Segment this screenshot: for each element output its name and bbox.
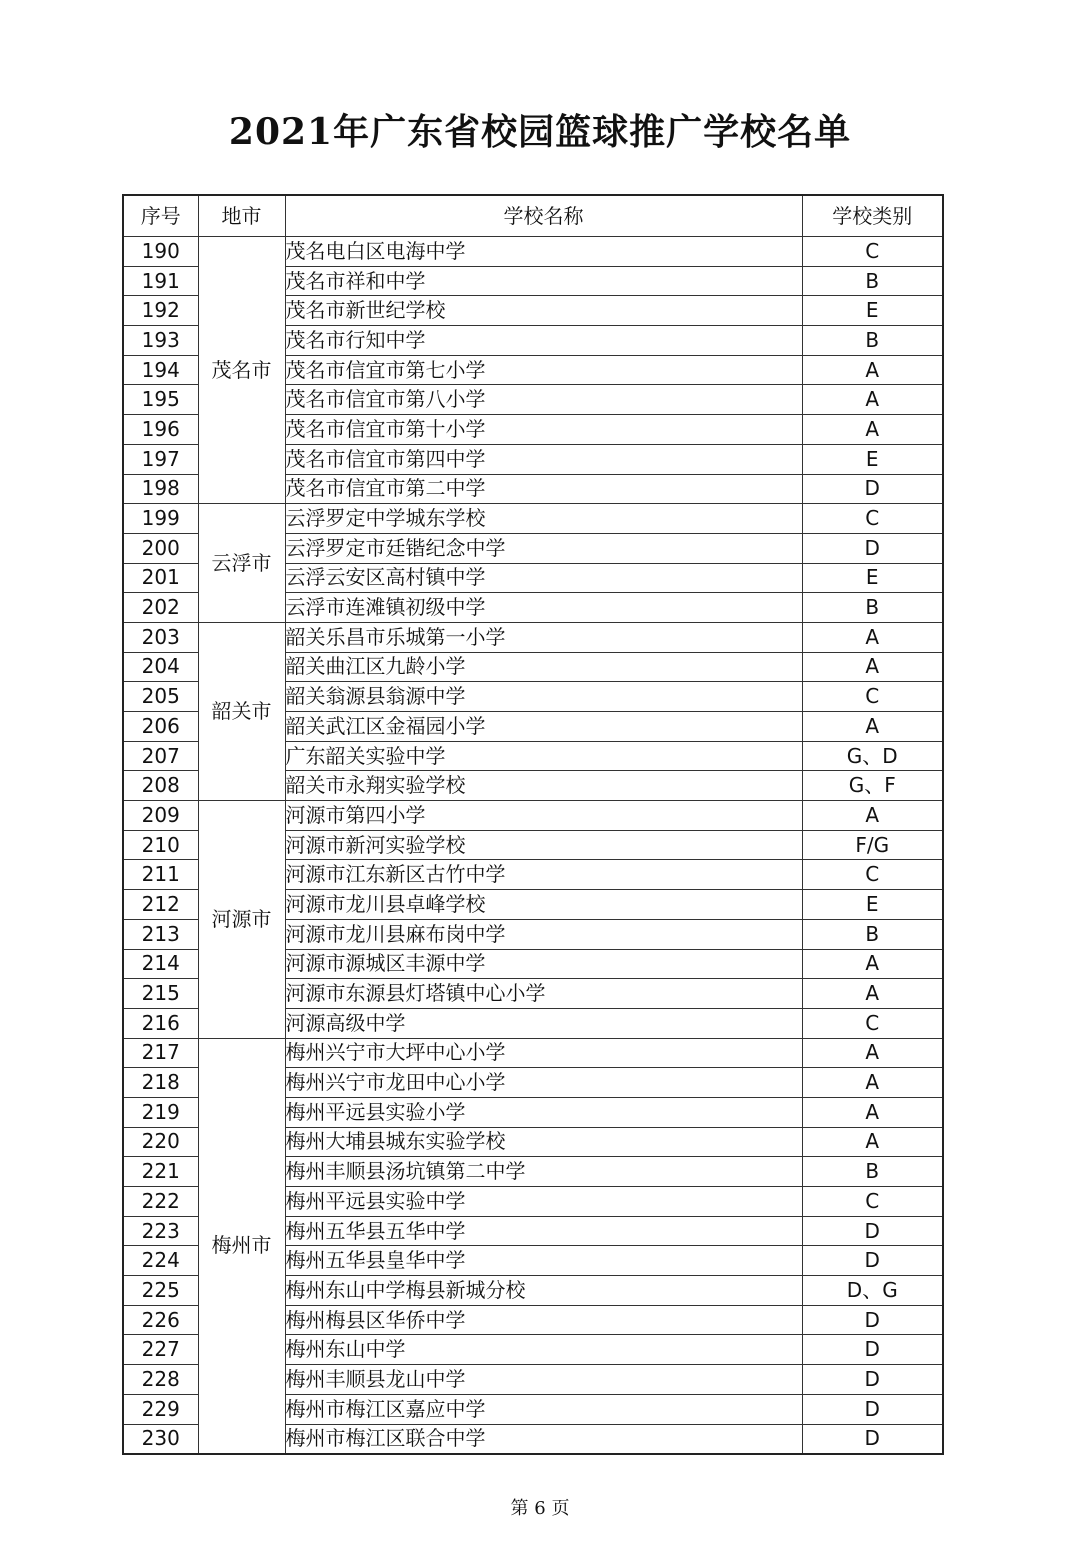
- school-name-cell: 茂名市祥和中学: [285, 266, 802, 296]
- school-category-cell: A: [802, 1127, 943, 1157]
- school-category-cell: E: [802, 296, 943, 326]
- serial-number-cell: 213: [123, 919, 198, 949]
- serial-number-cell: 223: [123, 1216, 198, 1246]
- school-name-cell: 梅州平远县实验中学: [285, 1187, 802, 1217]
- school-category-cell: B: [802, 919, 943, 949]
- city-cell: 河源市: [198, 801, 285, 1039]
- school-category-cell: A: [802, 622, 943, 652]
- serial-number-cell: 196: [123, 415, 198, 445]
- serial-number-cell: 209: [123, 801, 198, 831]
- serial-number-cell: 227: [123, 1335, 198, 1365]
- serial-number-cell: 205: [123, 682, 198, 712]
- school-name-cell: 梅州丰顺县汤坑镇第二中学: [285, 1157, 802, 1187]
- school-name-cell: 河源市源城区丰源中学: [285, 949, 802, 979]
- serial-number-cell: 200: [123, 533, 198, 563]
- table-row: [123, 237, 943, 267]
- school-name-cell: 韶关武江区金福园小学: [285, 712, 802, 742]
- table-row: [123, 801, 943, 831]
- serial-number-cell: 216: [123, 1008, 198, 1038]
- school-category-cell: A: [802, 949, 943, 979]
- page-title: 2021年广东省校园篮球推广学校名单: [228, 111, 852, 153]
- serial-number-cell: 228: [123, 1365, 198, 1395]
- serial-number-cell: 208: [123, 771, 198, 801]
- city-cell: 韶关市: [198, 622, 285, 800]
- school-name-cell: 云浮市连滩镇初级中学: [285, 593, 802, 623]
- school-category-cell: A: [802, 1097, 943, 1127]
- school-category-cell: D: [802, 1246, 943, 1276]
- school-name-cell: 韶关市永翔实验学校: [285, 771, 802, 801]
- school-name-cell: 韶关曲江区九龄小学: [285, 652, 802, 682]
- school-category-cell: D: [802, 1424, 943, 1454]
- school-category-cell: D: [802, 1216, 943, 1246]
- table-header-row: [123, 195, 943, 237]
- school-category-cell: D: [802, 474, 943, 504]
- table-row: [123, 1038, 943, 1068]
- header-school-category: 学校类别: [802, 195, 943, 237]
- school-name-cell: 茂名市信宜市第四中学: [285, 444, 802, 474]
- header-serial-number: 序号: [123, 195, 198, 237]
- school-category-cell: B: [802, 1157, 943, 1187]
- school-category-cell: A: [802, 712, 943, 742]
- school-name-cell: 梅州兴宁市龙田中心小学: [285, 1068, 802, 1098]
- school-name-cell: 梅州东山中学梅县新城分校: [285, 1276, 802, 1306]
- school-category-cell: C: [802, 1187, 943, 1217]
- serial-number-cell: 203: [123, 622, 198, 652]
- school-name-cell: 云浮罗定市廷锴纪念中学: [285, 533, 802, 563]
- school-name-cell: 茂名市信宜市第八小学: [285, 385, 802, 415]
- school-category-cell: D: [802, 1394, 943, 1424]
- school-name-cell: 河源市龙川县卓峰学校: [285, 890, 802, 920]
- school-category-cell: C: [802, 237, 943, 267]
- serial-number-cell: 218: [123, 1068, 198, 1098]
- school-name-cell: 梅州梅县区华侨中学: [285, 1305, 802, 1335]
- school-category-cell: A: [802, 355, 943, 385]
- header-city: 地市: [198, 195, 285, 237]
- school-name-cell: 河源高级中学: [285, 1008, 802, 1038]
- school-name-cell: 广东韶关实验中学: [285, 741, 802, 771]
- school-category-cell: F/G: [802, 830, 943, 860]
- serial-number-cell: 212: [123, 890, 198, 920]
- school-name-cell: 茂名市行知中学: [285, 326, 802, 356]
- serial-number-cell: 195: [123, 385, 198, 415]
- serial-number-cell: 191: [123, 266, 198, 296]
- school-category-cell: A: [802, 415, 943, 445]
- serial-number-cell: 226: [123, 1305, 198, 1335]
- school-name-cell: 云浮罗定中学城东学校: [285, 504, 802, 534]
- school-name-cell: 河源市江东新区古竹中学: [285, 860, 802, 890]
- serial-number-cell: 219: [123, 1097, 198, 1127]
- serial-number-cell: 194: [123, 355, 198, 385]
- school-category-cell: G、F: [802, 771, 943, 801]
- school-name-cell: 梅州平远县实验小学: [285, 1097, 802, 1127]
- serial-number-cell: 193: [123, 326, 198, 356]
- serial-number-cell: 207: [123, 741, 198, 771]
- school-name-cell: 河源市第四小学: [285, 801, 802, 831]
- school-name-cell: 梅州大埔县城东实验学校: [285, 1127, 802, 1157]
- school-category-cell: A: [802, 1068, 943, 1098]
- serial-number-cell: 225: [123, 1276, 198, 1306]
- table-body: [123, 237, 943, 1455]
- serial-number-cell: 217: [123, 1038, 198, 1068]
- school-category-cell: D: [802, 533, 943, 563]
- city-cell: 茂名市: [198, 237, 285, 504]
- school-name-cell: 梅州丰顺县龙山中学: [285, 1365, 802, 1395]
- school-name-cell: 韶关乐昌市乐城第一小学: [285, 622, 802, 652]
- serial-number-cell: 197: [123, 444, 198, 474]
- serial-number-cell: 198: [123, 474, 198, 504]
- city-cell: 梅州市: [198, 1038, 285, 1454]
- school-category-cell: C: [802, 1008, 943, 1038]
- school-name-cell: 河源市东源县灯塔镇中心小学: [285, 979, 802, 1009]
- school-name-cell: 茂名市信宜市第十小学: [285, 415, 802, 445]
- serial-number-cell: 211: [123, 860, 198, 890]
- school-category-cell: C: [802, 860, 943, 890]
- school-category-cell: E: [802, 563, 943, 593]
- serial-number-cell: 206: [123, 712, 198, 742]
- school-category-cell: G、D: [802, 741, 943, 771]
- school-category-cell: A: [802, 385, 943, 415]
- school-name-cell: 梅州五华县五华中学: [285, 1216, 802, 1246]
- school-name-cell: 河源市新河实验学校: [285, 830, 802, 860]
- serial-number-cell: 222: [123, 1187, 198, 1217]
- serial-number-cell: 202: [123, 593, 198, 623]
- school-name-cell: 茂名市信宜市第七小学: [285, 355, 802, 385]
- school-category-cell: B: [802, 593, 943, 623]
- school-category-cell: D: [802, 1335, 943, 1365]
- school-name-cell: 韶关翁源县翁源中学: [285, 682, 802, 712]
- school-category-cell: A: [802, 801, 943, 831]
- serial-number-cell: 214: [123, 949, 198, 979]
- serial-number-cell: 199: [123, 504, 198, 534]
- school-category-cell: D: [802, 1305, 943, 1335]
- serial-number-cell: 204: [123, 652, 198, 682]
- school-name-cell: 梅州五华县皇华中学: [285, 1246, 802, 1276]
- serial-number-cell: 224: [123, 1246, 198, 1276]
- school-category-cell: A: [802, 1038, 943, 1068]
- school-category-cell: D、G: [802, 1276, 943, 1306]
- school-category-cell: A: [802, 652, 943, 682]
- school-name-cell: 茂名电白区电海中学: [285, 237, 802, 267]
- school-category-cell: B: [802, 326, 943, 356]
- school-name-cell: 梅州市梅江区联合中学: [285, 1424, 802, 1454]
- page-number: 第 6 页: [510, 1498, 570, 1519]
- school-name-cell: 梅州市梅江区嘉应中学: [285, 1394, 802, 1424]
- serial-number-cell: 215: [123, 979, 198, 1009]
- serial-number-cell: 221: [123, 1157, 198, 1187]
- school-name-cell: 云浮云安区高村镇中学: [285, 563, 802, 593]
- serial-number-cell: 192: [123, 296, 198, 326]
- serial-number-cell: 190: [123, 237, 198, 267]
- school-name-cell: 河源市龙川县麻布岗中学: [285, 919, 802, 949]
- school-category-cell: E: [802, 890, 943, 920]
- serial-number-cell: 201: [123, 563, 198, 593]
- serial-number-cell: 229: [123, 1394, 198, 1424]
- school-category-cell: C: [802, 504, 943, 534]
- serial-number-cell: 210: [123, 830, 198, 860]
- school-name-cell: 茂名市信宜市第二中学: [285, 474, 802, 504]
- school-category-cell: D: [802, 1365, 943, 1395]
- header-school-name: 学校名称: [285, 195, 802, 237]
- serial-number-cell: 220: [123, 1127, 198, 1157]
- table-row: [123, 504, 943, 534]
- city-cell: 云浮市: [198, 504, 285, 623]
- school-category-cell: B: [802, 266, 943, 296]
- school-category-cell: A: [802, 979, 943, 1009]
- school-category-cell: E: [802, 444, 943, 474]
- school-name-cell: 梅州东山中学: [285, 1335, 802, 1365]
- school-name-cell: 茂名市新世纪学校: [285, 296, 802, 326]
- school-category-cell: C: [802, 682, 943, 712]
- school-name-cell: 梅州兴宁市大坪中心小学: [285, 1038, 802, 1068]
- serial-number-cell: 230: [123, 1424, 198, 1454]
- table-row: [123, 622, 943, 652]
- school-table: [122, 194, 944, 1455]
